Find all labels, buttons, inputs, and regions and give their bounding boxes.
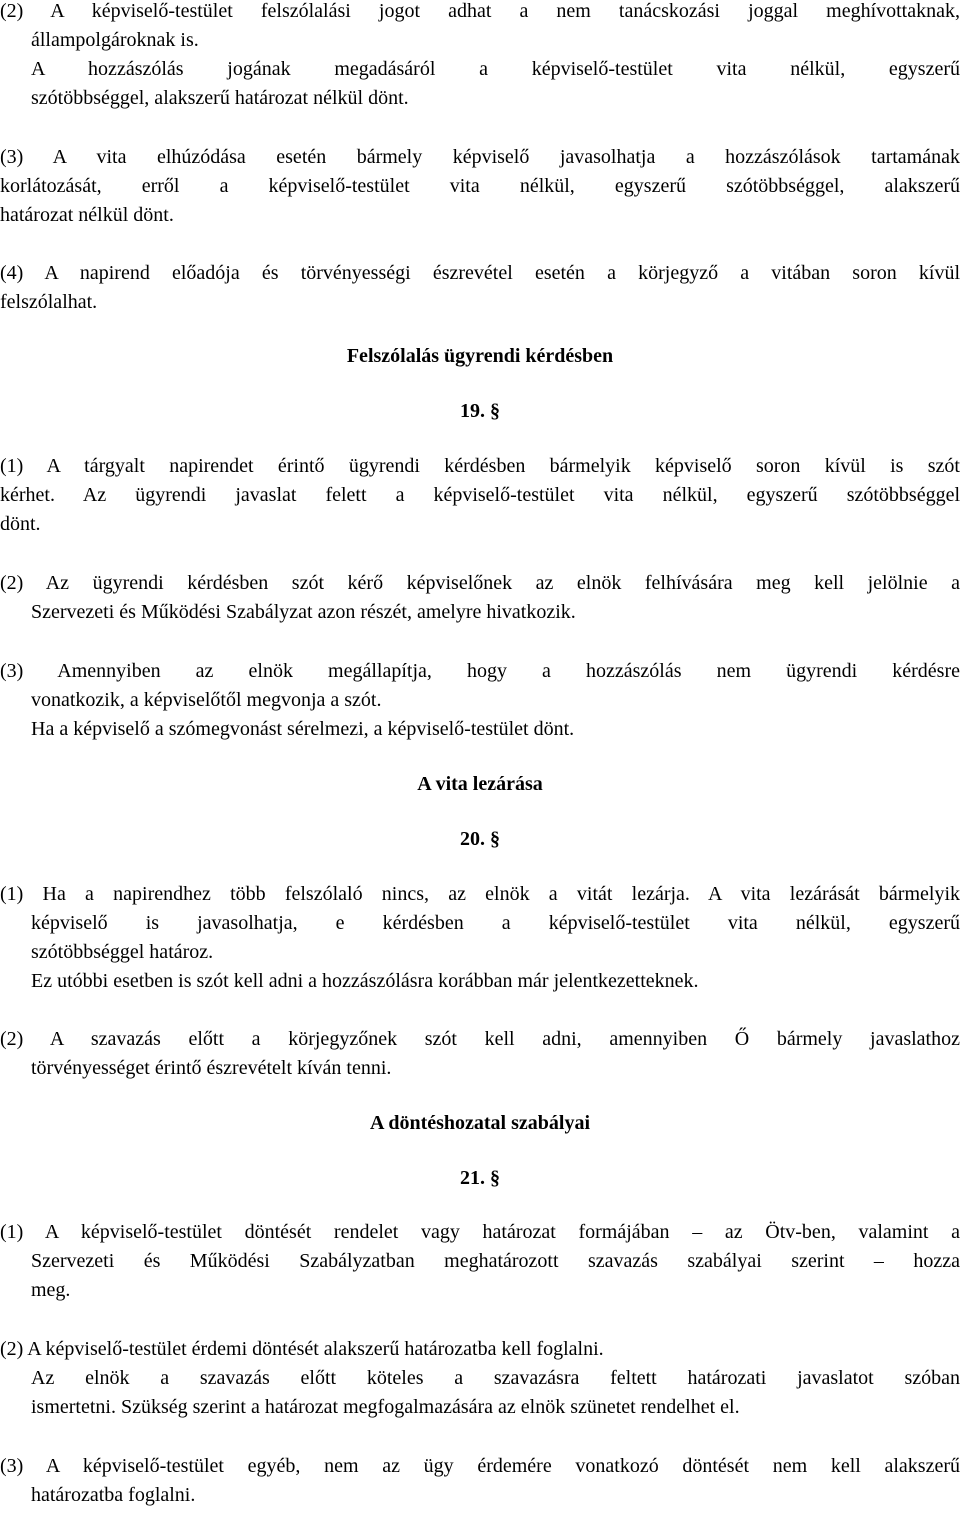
- text-line: (3) A képviselő-testület egyéb, nem az ügy érdemére vonatkozó döntését nem kell alakszerű: [0, 1455, 960, 1477]
- text-line: vonatkozik, a képviselőtől megvonja a szót.: [31, 689, 382, 711]
- text-line: felszólalhat.: [0, 291, 98, 313]
- text-line: meg.: [31, 1279, 71, 1301]
- text-line: Szervezeti és Működési Szabályzatban meghatározott szavazás szabályai szerint – hozza: [31, 1250, 960, 1272]
- text-line: dönt.: [0, 513, 41, 535]
- text-line: (3) A vita elhúzódása esetén bármely képviselő javasolhatja a hozzászólások tartamának: [0, 146, 960, 168]
- text-line: törvényességet érintő észrevételt kíván tenni.: [31, 1057, 392, 1079]
- text-line: A hozzászólás jogának megadásáról a képviselő-testület vita nélkül, egyszerű: [31, 58, 960, 80]
- text-line: (3) Amennyiben az elnök megállapítja, hogy a hozzászólás nem ügyrendi kérdésre: [0, 660, 960, 682]
- text-line: (2) Az ügyrendi kérdésben szót kérő képviselőnek az elnök felhívására meg kell jelölnie a: [0, 572, 960, 594]
- text-line: Ez utóbbi esetben is szót kell adni a hozzászólásra korábban már jelentkezetteknek.: [31, 970, 699, 992]
- text-line: kérhet. Az ügyrendi javaslat felett a képviselő-testület vita nélkül, egyszerű szótöbbséggel: [0, 484, 960, 506]
- text-line: szótöbbséggel határoz.: [31, 941, 214, 963]
- text-line: határozat nélkül dönt.: [0, 204, 174, 226]
- text-line: korlátozását, erről a képviselő-testület vita nélkül, egyszerű szótöbbséggel, alakszerű: [0, 175, 960, 197]
- section-number: 21. §: [460, 1167, 500, 1189]
- section-number: 19. §: [460, 400, 500, 422]
- text-line: (2) A képviselő-testület érdemi döntését alakszerű határozatba kell foglalni.: [0, 1338, 604, 1360]
- text-line: Ha a képviselő a szómegvonást sérelmezi, a képviselő-testület dönt.: [31, 718, 575, 740]
- section-heading: Felszólalás ügyrendi kérdésben: [346, 345, 614, 367]
- text-line: (4) A napirend előadója és törvényességi észrevétel esetén a körjegyző a vitában soron kívül: [0, 262, 960, 284]
- section-number: 20. §: [460, 828, 500, 850]
- text-line: (1) A képviselő-testület döntését rendelet vagy határozat formájában – az Ötv-ben, valamint a: [0, 1221, 960, 1243]
- text-line: állampolgároknak is.: [31, 29, 199, 51]
- text-line: képviselő is javasolhatja, e kérdésben a képviselő-testület vita nélkül, egyszerű: [31, 912, 960, 934]
- section-heading: A vita lezárása: [417, 773, 543, 795]
- text-line: (1) A tárgyalt napirendet érintő ügyrendi kérdésben bármelyik képviselő soron kívül is szót: [0, 455, 960, 477]
- text-line: (1) Ha a napirendhez több felszólaló nincs, az elnök a vitát lezárja. A vita lezárását bármelyik: [0, 883, 960, 905]
- text-line: (2) A szavazás előtt a körjegyzőnek szót kell adni, amennyiben Ő bármely javaslathoz: [0, 1028, 960, 1050]
- text-line: Az elnök a szavazás előtt köteles a szavazásra feltett határozati javaslatot szóban: [31, 1367, 960, 1389]
- text-line: Szervezeti és Működési Szabályzat azon részét, amelyre hivatkozik.: [31, 601, 576, 623]
- text-line: ismertetni. Szükség szerint a határozat megfogalmazására az elnök szünetet rendelhet el.: [31, 1396, 740, 1418]
- text-line: (2) A képviselő-testület felszólalási jogot adhat a nem tanácskozási joggal meghívottaknak,: [0, 0, 960, 22]
- text-line: szótöbbséggel, alakszerű határozat nélkül dönt.: [31, 87, 409, 109]
- section-heading: A döntéshozatal szabályai: [369, 1112, 591, 1134]
- text-line: határozatba foglalni.: [31, 1484, 196, 1506]
